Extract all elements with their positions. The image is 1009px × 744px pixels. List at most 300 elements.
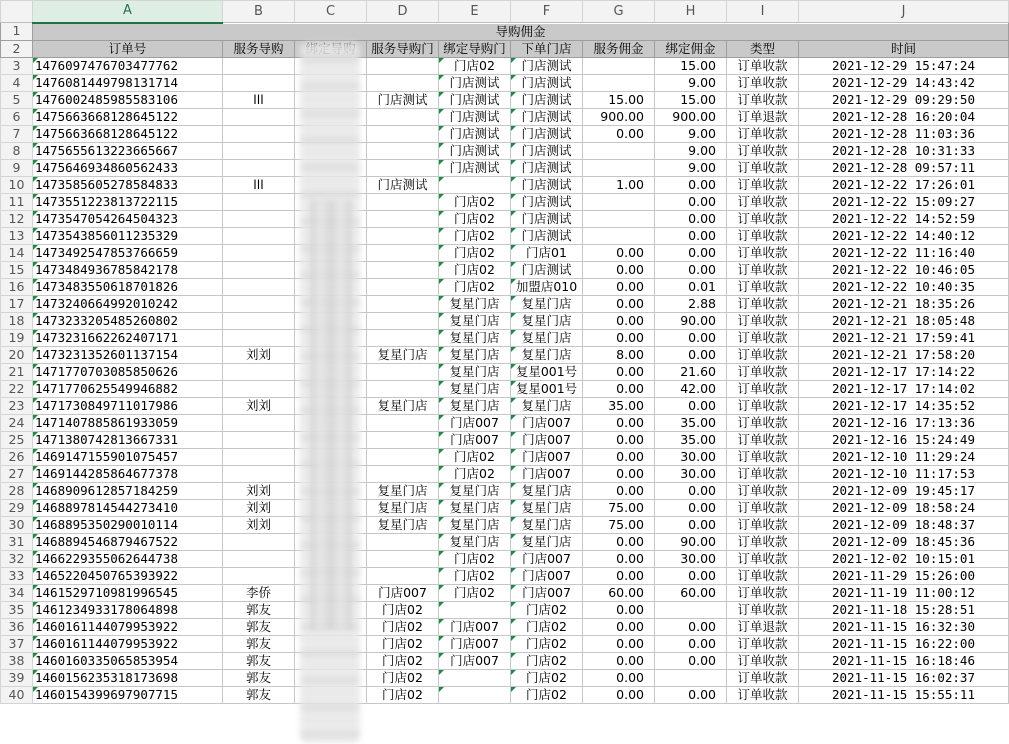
cell-e[interactable]: 复星门店 <box>439 533 511 550</box>
cell-b[interactable] <box>223 465 295 482</box>
row-number[interactable]: 29 <box>1 499 33 516</box>
cell-d[interactable] <box>367 159 439 176</box>
cell-a[interactable]: 1465220450765393922 <box>33 567 223 584</box>
cell-h[interactable]: 0.00 <box>655 210 727 227</box>
cell-i[interactable]: 订单收款 <box>727 567 799 584</box>
cell-f[interactable]: 复星门店 <box>511 397 583 414</box>
cell-f[interactable]: 门店007 <box>511 567 583 584</box>
cell-b[interactable] <box>223 159 295 176</box>
cell-f[interactable]: 门店测试 <box>511 193 583 210</box>
cell-a[interactable]: 1476002485985583106 <box>33 91 223 108</box>
cell-g[interactable] <box>583 210 655 227</box>
cell-f[interactable]: 门店测试 <box>511 74 583 91</box>
row-number[interactable]: 28 <box>1 482 33 499</box>
cell-e[interactable]: 复星门店 <box>439 516 511 533</box>
cell-h[interactable]: 9.00 <box>655 125 727 142</box>
cell-j[interactable]: 2021-11-15 15:55:11 <box>799 686 1009 703</box>
cell-h[interactable] <box>655 601 727 618</box>
cell-h[interactable]: 0.00 <box>655 482 727 499</box>
cell-h[interactable]: 0.00 <box>655 567 727 584</box>
cell-a[interactable]: 1468894546879467522 <box>33 533 223 550</box>
cell-e[interactable]: 门店007 <box>439 431 511 448</box>
cell-j[interactable]: 2021-12-22 10:40:35 <box>799 278 1009 295</box>
cell-d[interactable]: 复星门店 <box>367 482 439 499</box>
cell-j[interactable]: 2021-11-29 15:26:00 <box>799 567 1009 584</box>
row-number[interactable]: 9 <box>1 159 33 176</box>
column-header-b[interactable]: B <box>223 1 295 23</box>
cell-h[interactable]: 60.00 <box>655 584 727 601</box>
cell-i[interactable]: 订单收款 <box>727 686 799 703</box>
cell-d[interactable] <box>367 244 439 261</box>
cell-a[interactable]: 1476097476703477762 <box>33 57 223 74</box>
cell-f[interactable]: 门店测试 <box>511 142 583 159</box>
cell-g[interactable] <box>583 74 655 91</box>
cell-f[interactable]: 复星门店 <box>511 499 583 516</box>
row-number[interactable]: 34 <box>1 584 33 601</box>
cell-a[interactable]: 1473551223813722115 <box>33 193 223 210</box>
cell-i[interactable]: 订单收款 <box>727 465 799 482</box>
header-cell[interactable]: 服务导购门 <box>367 40 439 57</box>
row-number[interactable]: 12 <box>1 210 33 227</box>
cell-f[interactable]: 门店02 <box>511 669 583 686</box>
cell-h[interactable]: 0.00 <box>655 686 727 703</box>
cell-e[interactable]: 门店007 <box>439 414 511 431</box>
cell-f[interactable]: 门店007 <box>511 431 583 448</box>
cell-h[interactable]: 30.00 <box>655 448 727 465</box>
cell-j[interactable]: 2021-12-22 17:26:01 <box>799 176 1009 193</box>
cell-f[interactable]: 复星门店 <box>511 312 583 329</box>
row-number[interactable]: 26 <box>1 448 33 465</box>
cell-e[interactable] <box>439 686 511 703</box>
cell-e[interactable]: 门店02 <box>439 550 511 567</box>
cell-b[interactable] <box>223 125 295 142</box>
cell-b[interactable] <box>223 329 295 346</box>
cell-b[interactable] <box>223 278 295 295</box>
cell-h[interactable]: 21.60 <box>655 363 727 380</box>
cell-e[interactable]: 复星门店 <box>439 397 511 414</box>
cell-b[interactable] <box>223 227 295 244</box>
cell-d[interactable]: 复星门店 <box>367 516 439 533</box>
cell-a[interactable]: 1473585605278584833 <box>33 176 223 193</box>
cell-f[interactable]: 复星001号 <box>511 380 583 397</box>
cell-b[interactable] <box>223 363 295 380</box>
cell-f[interactable]: 门店02 <box>511 635 583 652</box>
cell-d[interactable] <box>367 448 439 465</box>
cell-j[interactable]: 2021-12-22 14:40:12 <box>799 227 1009 244</box>
cell-g[interactable]: 1.00 <box>583 176 655 193</box>
cell-b[interactable] <box>223 550 295 567</box>
row-number[interactable]: 14 <box>1 244 33 261</box>
column-header-d[interactable]: D <box>367 1 439 23</box>
cell-h[interactable]: 900.00 <box>655 108 727 125</box>
cell-h[interactable]: 0.00 <box>655 516 727 533</box>
cell-a[interactable]: 1473231662262407171 <box>33 329 223 346</box>
cell-i[interactable]: 订单收款 <box>727 431 799 448</box>
cell-e[interactable]: 门店007 <box>439 635 511 652</box>
cell-f[interactable]: 门店02 <box>511 652 583 669</box>
cell-b[interactable] <box>223 380 295 397</box>
cell-e[interactable]: 复星门店 <box>439 295 511 312</box>
cell-d[interactable] <box>367 125 439 142</box>
cell-i[interactable]: 订单收款 <box>727 397 799 414</box>
cell-g[interactable]: 0.00 <box>583 380 655 397</box>
cell-e[interactable]: 门店02 <box>439 210 511 227</box>
header-cell[interactable]: 绑定导购门 <box>439 40 511 57</box>
row-number[interactable]: 15 <box>1 261 33 278</box>
cell-i[interactable]: 订单收款 <box>727 584 799 601</box>
cell-f[interactable]: 门店测试 <box>511 57 583 74</box>
cell-f[interactable]: 复星门店 <box>511 533 583 550</box>
cell-a[interactable]: 1469147155901075457 <box>33 448 223 465</box>
cell-g[interactable]: 0.00 <box>583 448 655 465</box>
cell-j[interactable]: 2021-12-22 14:52:59 <box>799 210 1009 227</box>
cell-b[interactable] <box>223 448 295 465</box>
cell-a[interactable]: 1475663668128645122 <box>33 125 223 142</box>
column-header-h[interactable]: H <box>655 1 727 23</box>
row-number[interactable]: 10 <box>1 176 33 193</box>
cell-a[interactable]: 1473231352601137154 <box>33 346 223 363</box>
cell-d[interactable]: 复星门店 <box>367 346 439 363</box>
cell-b[interactable] <box>223 414 295 431</box>
row-number[interactable]: 33 <box>1 567 33 584</box>
cell-i[interactable]: 订单收款 <box>727 312 799 329</box>
row-number[interactable]: 7 <box>1 125 33 142</box>
cell-i[interactable]: 订单退款 <box>727 618 799 635</box>
cell-h[interactable]: 0.00 <box>655 652 727 669</box>
cell-e[interactable] <box>439 601 511 618</box>
cell-i[interactable]: 订单收款 <box>727 142 799 159</box>
cell-g[interactable]: 0.00 <box>583 261 655 278</box>
cell-d[interactable]: 门店02 <box>367 601 439 618</box>
row-number[interactable]: 3 <box>1 57 33 74</box>
cell-g[interactable] <box>583 159 655 176</box>
cell-a[interactable]: 1468909612857184259 <box>33 482 223 499</box>
cell-d[interactable]: 复星门店 <box>367 397 439 414</box>
cell-e[interactable]: 复星门店 <box>439 482 511 499</box>
cell-h[interactable]: 9.00 <box>655 142 727 159</box>
header-cell[interactable]: 类型 <box>727 40 799 57</box>
cell-h[interactable]: 0.00 <box>655 244 727 261</box>
cell-d[interactable] <box>367 414 439 431</box>
cell-j[interactable]: 2021-12-02 10:15:01 <box>799 550 1009 567</box>
cell-h[interactable]: 0.01 <box>655 278 727 295</box>
row-number[interactable]: 39 <box>1 669 33 686</box>
cell-g[interactable]: 0.00 <box>583 550 655 567</box>
cell-a[interactable]: 1473240664992010242 <box>33 295 223 312</box>
cell-e[interactable]: 复星门店 <box>439 499 511 516</box>
cell-j[interactable]: 2021-12-29 09:29:50 <box>799 91 1009 108</box>
row-number[interactable]: 16 <box>1 278 33 295</box>
cell-f[interactable]: 门店测试 <box>511 108 583 125</box>
cell-h[interactable]: 90.00 <box>655 312 727 329</box>
header-cell[interactable]: 绑定佣金 <box>655 40 727 57</box>
cell-a[interactable]: 1461529710981996545 <box>33 584 223 601</box>
cell-b[interactable]: lll <box>223 91 295 108</box>
cell-f[interactable]: 门店007 <box>511 465 583 482</box>
cell-b[interactable]: 李侨 <box>223 584 295 601</box>
cell-g[interactable]: 0.00 <box>583 601 655 618</box>
cell-g[interactable] <box>583 193 655 210</box>
cell-a[interactable]: 1471730849711017986 <box>33 397 223 414</box>
cell-b[interactable]: 郭友 <box>223 618 295 635</box>
row-number[interactable]: 23 <box>1 397 33 414</box>
cell-a[interactable]: 1460156235318173698 <box>33 669 223 686</box>
cell-b[interactable] <box>223 533 295 550</box>
cell-f[interactable]: 门店测试 <box>511 125 583 142</box>
cell-h[interactable] <box>655 669 727 686</box>
cell-e[interactable]: 门店02 <box>439 57 511 74</box>
cell-j[interactable]: 2021-12-22 11:16:40 <box>799 244 1009 261</box>
cell-d[interactable]: 门店测试 <box>367 91 439 108</box>
cell-i[interactable]: 订单收款 <box>727 193 799 210</box>
cell-f[interactable]: 门店02 <box>511 686 583 703</box>
row-number[interactable]: 35 <box>1 601 33 618</box>
cell-g[interactable]: 0.00 <box>583 635 655 652</box>
cell-i[interactable]: 订单收款 <box>727 635 799 652</box>
cell-a[interactable]: 1475663668128645122 <box>33 108 223 125</box>
cell-d[interactable] <box>367 74 439 91</box>
cell-b[interactable]: 郭友 <box>223 652 295 669</box>
cell-g[interactable]: 0.00 <box>583 686 655 703</box>
cell-b[interactable] <box>223 108 295 125</box>
cell-d[interactable] <box>367 380 439 397</box>
cell-e[interactable]: 门店测试 <box>439 74 511 91</box>
cell-g[interactable]: 8.00 <box>583 346 655 363</box>
cell-d[interactable]: 门店02 <box>367 669 439 686</box>
cell-a[interactable]: 1461234933178064898 <box>33 601 223 618</box>
cell-e[interactable]: 门店007 <box>439 618 511 635</box>
row-number[interactable]: 8 <box>1 142 33 159</box>
cell-d[interactable]: 复星门店 <box>367 499 439 516</box>
cell-g[interactable] <box>583 227 655 244</box>
cell-j[interactable]: 2021-11-15 16:32:30 <box>799 618 1009 635</box>
cell-a[interactable]: 1460160335065853954 <box>33 652 223 669</box>
cell-f[interactable]: 复星门店 <box>511 329 583 346</box>
cell-g[interactable] <box>583 142 655 159</box>
cell-f[interactable]: 门店测试 <box>511 261 583 278</box>
cell-a[interactable]: 1475655613223665667 <box>33 142 223 159</box>
cell-a[interactable]: 1466229355062644738 <box>33 550 223 567</box>
cell-e[interactable]: 复星门店 <box>439 312 511 329</box>
cell-d[interactable] <box>367 363 439 380</box>
cell-h[interactable]: 0.00 <box>655 499 727 516</box>
cell-b[interactable] <box>223 312 295 329</box>
cell-j[interactable]: 2021-12-17 17:14:02 <box>799 380 1009 397</box>
cell-f[interactable]: 门店测试 <box>511 210 583 227</box>
cell-e[interactable]: 门店02 <box>439 193 511 210</box>
cell-j[interactable]: 2021-12-21 17:59:41 <box>799 329 1009 346</box>
cell-g[interactable]: 0.00 <box>583 669 655 686</box>
cell-g[interactable]: 75.00 <box>583 499 655 516</box>
cell-h[interactable]: 15.00 <box>655 57 727 74</box>
cell-b[interactable] <box>223 74 295 91</box>
cell-a[interactable]: 1469144285864677378 <box>33 465 223 482</box>
row-number[interactable]: 1 <box>1 23 33 41</box>
cell-i[interactable]: 订单收款 <box>727 57 799 74</box>
cell-f[interactable]: 复星门店 <box>511 482 583 499</box>
row-number[interactable]: 24 <box>1 414 33 431</box>
cell-b[interactable] <box>223 567 295 584</box>
cell-h[interactable]: 90.00 <box>655 533 727 550</box>
cell-i[interactable]: 订单收款 <box>727 278 799 295</box>
cell-d[interactable]: 门店02 <box>367 652 439 669</box>
cell-e[interactable]: 复星门店 <box>439 329 511 346</box>
cell-h[interactable]: 0.00 <box>655 329 727 346</box>
row-number[interactable]: 36 <box>1 618 33 635</box>
cell-j[interactable]: 2021-12-22 15:09:27 <box>799 193 1009 210</box>
cell-b[interactable]: lll <box>223 176 295 193</box>
cell-g[interactable] <box>583 57 655 74</box>
cell-a[interactable]: 1473547054264504323 <box>33 210 223 227</box>
cell-i[interactable]: 订单收款 <box>727 74 799 91</box>
cell-h[interactable]: 0.00 <box>655 193 727 210</box>
cell-e[interactable]: 门店测试 <box>439 91 511 108</box>
cell-b[interactable] <box>223 431 295 448</box>
cell-a[interactable]: 1473233205485260802 <box>33 312 223 329</box>
cell-a[interactable]: 1460161144079953922 <box>33 618 223 635</box>
cell-g[interactable]: 0.00 <box>583 465 655 482</box>
row-number[interactable]: 11 <box>1 193 33 210</box>
cell-g[interactable]: 0.00 <box>583 244 655 261</box>
cell-h[interactable]: 2.88 <box>655 295 727 312</box>
row-number[interactable]: 30 <box>1 516 33 533</box>
cell-d[interactable] <box>367 465 439 482</box>
cell-i[interactable]: 订单收款 <box>727 482 799 499</box>
cell-i[interactable]: 订单收款 <box>727 227 799 244</box>
row-number[interactable]: 20 <box>1 346 33 363</box>
cell-j[interactable]: 2021-11-18 15:28:51 <box>799 601 1009 618</box>
cell-d[interactable] <box>367 142 439 159</box>
row-number[interactable]: 37 <box>1 635 33 652</box>
cell-b[interactable]: 郭友 <box>223 601 295 618</box>
cell-a[interactable]: 1476081449798131714 <box>33 74 223 91</box>
cell-b[interactable] <box>223 295 295 312</box>
cell-f[interactable]: 加盟店010 <box>511 278 583 295</box>
cell-d[interactable] <box>367 431 439 448</box>
cell-i[interactable]: 订单收款 <box>727 533 799 550</box>
header-cell[interactable]: 服务佣金 <box>583 40 655 57</box>
row-number[interactable]: 18 <box>1 312 33 329</box>
cell-i[interactable]: 订单收款 <box>727 499 799 516</box>
cell-e[interactable] <box>439 176 511 193</box>
cell-j[interactable]: 2021-12-17 14:35:52 <box>799 397 1009 414</box>
cell-a[interactable]: 1460161144079953922 <box>33 635 223 652</box>
column-header-a[interactable]: A <box>33 1 223 23</box>
cell-f[interactable]: 复星001号 <box>511 363 583 380</box>
cell-i[interactable]: 订单收款 <box>727 346 799 363</box>
cell-e[interactable]: 门店02 <box>439 227 511 244</box>
cell-i[interactable]: 订单收款 <box>727 601 799 618</box>
cell-g[interactable]: 0.00 <box>583 533 655 550</box>
row-number[interactable]: 2 <box>1 40 33 57</box>
cell-i[interactable]: 订单收款 <box>727 380 799 397</box>
cell-f[interactable]: 复星门店 <box>511 516 583 533</box>
cell-h[interactable]: 0.00 <box>655 227 727 244</box>
cell-a[interactable]: 1473483550618701826 <box>33 278 223 295</box>
cell-e[interactable]: 门店02 <box>439 261 511 278</box>
cell-i[interactable]: 订单收款 <box>727 91 799 108</box>
cell-d[interactable] <box>367 193 439 210</box>
cell-j[interactable]: 2021-11-15 16:02:37 <box>799 669 1009 686</box>
cell-i[interactable]: 订单收款 <box>727 448 799 465</box>
cell-g[interactable]: 0.00 <box>583 278 655 295</box>
cell-f[interactable]: 门店007 <box>511 448 583 465</box>
cell-f[interactable]: 门店007 <box>511 550 583 567</box>
cell-j[interactable]: 2021-12-28 11:03:36 <box>799 125 1009 142</box>
cell-f[interactable]: 门店测试 <box>511 91 583 108</box>
cell-i[interactable]: 订单收款 <box>727 210 799 227</box>
cell-f[interactable]: 门店007 <box>511 584 583 601</box>
cell-f[interactable]: 门店007 <box>511 414 583 431</box>
cell-f[interactable]: 门店02 <box>511 601 583 618</box>
cell-d[interactable]: 门店测试 <box>367 176 439 193</box>
cell-i[interactable]: 订单收款 <box>727 176 799 193</box>
cell-f[interactable]: 门店测试 <box>511 176 583 193</box>
cell-f[interactable]: 门店测试 <box>511 227 583 244</box>
cell-h[interactable]: 0.00 <box>655 635 727 652</box>
cell-a[interactable]: 1473492547853766659 <box>33 244 223 261</box>
cell-h[interactable]: 35.00 <box>655 431 727 448</box>
cell-j[interactable]: 2021-12-28 16:20:04 <box>799 108 1009 125</box>
cell-f[interactable]: 门店01 <box>511 244 583 261</box>
cell-a[interactable]: 1475646934860562433 <box>33 159 223 176</box>
row-number[interactable]: 4 <box>1 74 33 91</box>
cell-e[interactable]: 门店02 <box>439 244 511 261</box>
cell-b[interactable]: 刘刘 <box>223 397 295 414</box>
cell-j[interactable]: 2021-12-21 17:58:20 <box>799 346 1009 363</box>
cell-i[interactable]: 订单收款 <box>727 125 799 142</box>
cell-d[interactable] <box>367 567 439 584</box>
cell-g[interactable]: 0.00 <box>583 618 655 635</box>
cell-g[interactable]: 0.00 <box>583 652 655 669</box>
cell-d[interactable] <box>367 278 439 295</box>
cell-h[interactable]: 0.00 <box>655 618 727 635</box>
cell-i[interactable]: 订单收款 <box>727 261 799 278</box>
cell-g[interactable]: 0.00 <box>583 125 655 142</box>
cell-a[interactable]: 1473543856011235329 <box>33 227 223 244</box>
cell-b[interactable]: 刘刘 <box>223 346 295 363</box>
cell-d[interactable]: 门店02 <box>367 686 439 703</box>
cell-e[interactable]: 门店测试 <box>439 142 511 159</box>
cell-j[interactable]: 2021-11-15 16:18:46 <box>799 652 1009 669</box>
cell-e[interactable]: 门店02 <box>439 465 511 482</box>
cell-h[interactable]: 30.00 <box>655 465 727 482</box>
cell-i[interactable]: 订单收款 <box>727 244 799 261</box>
cell-j[interactable]: 2021-12-28 09:57:11 <box>799 159 1009 176</box>
cell-i[interactable]: 订单收款 <box>727 295 799 312</box>
cell-f[interactable]: 复星门店 <box>511 346 583 363</box>
cell-e[interactable]: 门店02 <box>439 584 511 601</box>
cell-g[interactable]: 0.00 <box>583 567 655 584</box>
row-number[interactable]: 6 <box>1 108 33 125</box>
header-cell[interactable]: 服务导购 <box>223 40 295 57</box>
cell-h[interactable]: 0.00 <box>655 176 727 193</box>
cell-g[interactable]: 35.00 <box>583 397 655 414</box>
cell-b[interactable]: 刘刘 <box>223 499 295 516</box>
cell-e[interactable]: 复星门店 <box>439 346 511 363</box>
row-number[interactable]: 32 <box>1 550 33 567</box>
column-header-f[interactable]: F <box>511 1 583 23</box>
cell-i[interactable]: 订单收款 <box>727 329 799 346</box>
cell-f[interactable]: 门店02 <box>511 618 583 635</box>
cell-d[interactable] <box>367 261 439 278</box>
cell-j[interactable]: 2021-12-21 18:35:26 <box>799 295 1009 312</box>
cell-d[interactable] <box>367 533 439 550</box>
row-number[interactable]: 40 <box>1 686 33 703</box>
cell-d[interactable] <box>367 329 439 346</box>
cell-a[interactable]: 1471770625549946882 <box>33 380 223 397</box>
cell-g[interactable]: 0.00 <box>583 482 655 499</box>
